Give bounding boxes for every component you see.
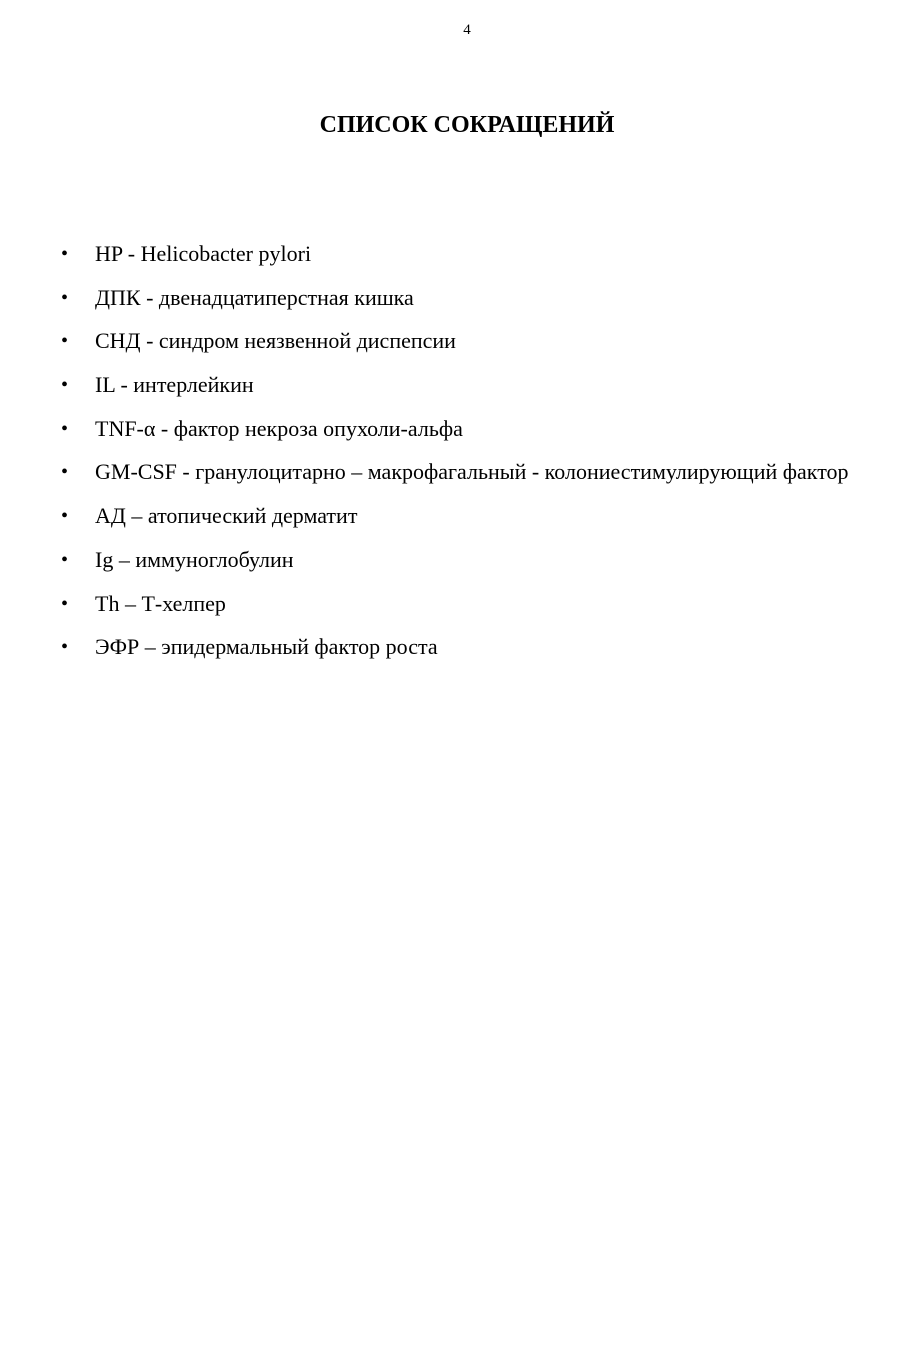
bullet-icon: • (61, 374, 69, 397)
abbreviation-text: Th – Т-хелпер (95, 590, 226, 616)
abbreviation-text: TNF-α - фактор некроза опухоли-альфа (95, 415, 463, 441)
abbreviation-text: АД – атопический дерматит (95, 503, 358, 529)
bullet-icon: • (61, 461, 69, 484)
list-item (0, 320, 910, 363)
abbreviation-text: Ig – иммуноглобулин (95, 546, 294, 572)
abbreviation-text: HP - Helicobacter pylori (95, 241, 312, 266)
list-item (0, 233, 910, 276)
bullet-icon: • (61, 417, 69, 440)
bullet-icon: • (61, 548, 69, 571)
abbreviation-text: ДПК - двенадцатиперстная кишка (95, 284, 414, 310)
list-item (0, 364, 910, 407)
abbreviation-text: СНД - синдром неязвенной диспепсии (95, 328, 456, 354)
list-item (0, 408, 910, 451)
bullet-icon: • (61, 243, 69, 265)
bullet-icon: • (61, 592, 69, 615)
abbreviation-text: IL - интерлейкин (95, 372, 254, 398)
bullet-icon: • (61, 330, 69, 353)
page-title: СПИСОК СОКРАЩЕНИЙ (319, 112, 615, 138)
abbreviation-text: ЭФР – эпидермальный фактор роста (95, 634, 438, 660)
bullet-icon: • (61, 286, 69, 309)
list-item (0, 539, 910, 582)
bullet-icon: • (61, 636, 69, 659)
abbreviation-list (0, 233, 910, 670)
list-item (0, 495, 910, 538)
list-item (0, 626, 910, 669)
list-item (0, 451, 910, 494)
list-item (0, 277, 910, 320)
abbreviation-text: GM-CSF - гранулоцитарно – макрофагальный - колониестимулирующий фактор (95, 459, 849, 485)
list-item (0, 583, 910, 626)
bullet-icon: • (61, 505, 69, 528)
page-number: 4 (463, 22, 471, 38)
